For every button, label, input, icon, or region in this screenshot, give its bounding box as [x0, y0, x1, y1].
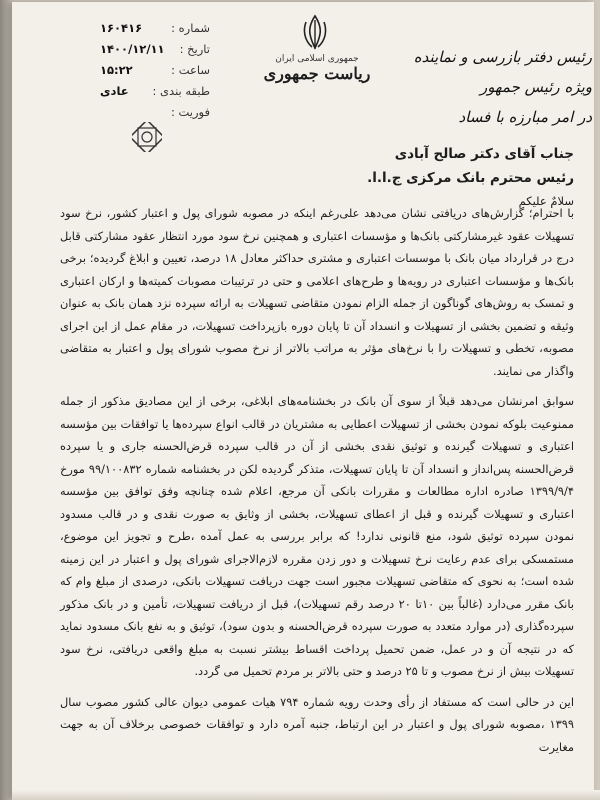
letter-body: [60, 202, 574, 766]
recipient-name: جناب آقای دکتر صالح آبادی: [394, 146, 574, 162]
handwritten-sender-title: [392, 42, 592, 132]
meta-label: شماره :: [171, 21, 210, 35]
recipient-block: [262, 142, 574, 208]
salutation: سلامٌ علیکم: [518, 194, 574, 208]
meta-value: ۱۵:۲۲: [100, 63, 133, 77]
meta-number-row: [100, 18, 210, 39]
country-name: جمهوری اسلامی ایران: [275, 54, 359, 64]
meta-label: فوریت :: [170, 105, 210, 119]
iran-emblem-icon: [300, 14, 330, 52]
meta-value: ۱۴۰۰/۱۲/۱۱: [100, 42, 165, 56]
meta-urgency-row: [100, 102, 210, 123]
letter-page: [12, 2, 594, 800]
body-paragraph: این در حالی است که مستفاد از رأی وحدت رویه شماره ۷۹۴ هیات عمومی دیوان عالی کشور مصوب سال ۱۳۹۹ ،مصوبه شورای پول و اعتبار در این ارتباط، جنبه آمره دارد و توافقات خصوصی برخلاف آن به جهت مغایرت: [60, 694, 574, 754]
meta-value: عادی: [100, 84, 129, 98]
office-heading: [257, 54, 377, 83]
meta-time-row: [100, 60, 210, 81]
body-paragraph: با احترام؛ گزارش‌های دریافتی نشان می‌دهد علی‌رغم اینکه در مصوبه شورای پول و اعتبار کشور، نرخ سود تسهیلات عقود غیرمشارکتی بانک‌ها و مؤسسات اعتباری و همچنین نرخ سود مورد انتظار عقود مشارکتی قابل درج در قرارداد میان بانک با موسسات اعتباری و مشتری حداکثر معادل ۱۸ درصد، تعیین و ابلاغ گردیده؛ برخی بانک‌ها و مؤسسات اعتباری در رویه‌ها و طرح‌های اعلامی و حتی در ترتیبات مصوبات کمیته‌ها و ارکان اعتباری و تمسک به روش‌های گوناگون از جمله الزام نمودن متقاضی تسهیلات به ارائه سپرده نزد همان بانک به عنوان وثیقه و تضمین بخشی از تسهیلات و انسداد آن تا پایان دوره بازپرداخت تسهیلات، در مقام عمل از این اجرای مصوبه، تخطی و تسهیلات را با نرخ‌های مؤثر به مراتب بالاتر از نرخ مصوب شورای پول و اعتبار به متقاضی واگذار می نمایند.: [60, 206, 574, 378]
letter-metadata: [100, 18, 210, 123]
body-paragraph: سوابق امرنشان می‌دهد قبلاً از سوی آن بانک در بخشنامه‌های ابلاغی، برخی از این مصادیق مذکور از جمله ممنوعیت بلوکه نمودن بخشی از تسهیلات اعطایی به مشتریان در قالب انواع سپرده‌ها یا توافقات بین مؤسسه اعتباری و تسهیلات گیرنده و توثیق نقدی بخشی از آن در قالب سپرده قرض‌الحسنه جاری و یا سپرده قرض‌الحسنه پس‌انداز و انسداد آن تا پایان تسهیلات، متذکر گردیده لکن در بخشنامه شماره ۹۹/۱۰۰۸۳۲ مورخ ۱۳۹۹/۹/۴ صادره اداره مطالعات و مقررات بانکی آن مرجع، اعلام شده چنانچه وفق توافق بین مؤسسه اعتباری و تسهیلات گیرنده و قبل از اعطای تسهیلات، بخشی از وثایق به صورت نقدی و در قالب مسدود نمودن سپرده توثیق شود، منع قانونی ندارد! که برابر بررسی به عمل آمده ،طرح و تجویز این موضوع، مستمسکی برای عدم رعایت نرخ تسهیلات و دور زدن مقرره لازم‌الاجرای شورای پول و اعتبار در این زمینه شده است؛ به نحوی که متقاضی تسهیلات مجبور است جهت دریافت تسهیلات بانکی، درصدی از مبلغ وام که بانک مقرر می‌دارد (غالباً بین ۱۰تا ۲۰ درصد رقم تسهیلات)، قبل از دریافت تسهیلات، تأمین و در بانک مذکور سپرده‌گذاری (در موارد متعدد به صورت سپرده قرض‌الحسنه و بدون سود)، توثیق و به نفع بانک مسدود نماید که در نتیجه آن و در عمل، ضمن تحمیل پرداخت اقساط بیشتر نسبت به مبلغ واقعی دریافتی، نرخ سود تسهیلات بیش از نرخ مصوب و تا ۲۵ درصد و حتی بالاتر بر مردم تحمیل می گردد.: [60, 394, 574, 678]
meta-value: ۱۶۰۴۱۶: [100, 21, 143, 35]
seal-icon: [132, 122, 162, 152]
meta-date-row: [100, 39, 210, 60]
meta-classification-row: [100, 81, 210, 102]
meta-label: تاریخ :: [179, 42, 210, 56]
presidency-name: ریاست جمهوری: [263, 64, 371, 83]
page-bottom-edge: [12, 790, 600, 800]
meta-label: طبقه بندی :: [152, 84, 210, 98]
recipient-title: رئیس محترم بانک مرکزی ج.ا.ا.: [367, 170, 574, 186]
handwritten-line: رئیس دفتر بازرسی و نماینده ویژه رئیس جمهور: [413, 48, 592, 96]
handwritten-line: در امر مبارزه با فساد: [458, 108, 592, 126]
meta-label: ساعت :: [171, 63, 210, 77]
